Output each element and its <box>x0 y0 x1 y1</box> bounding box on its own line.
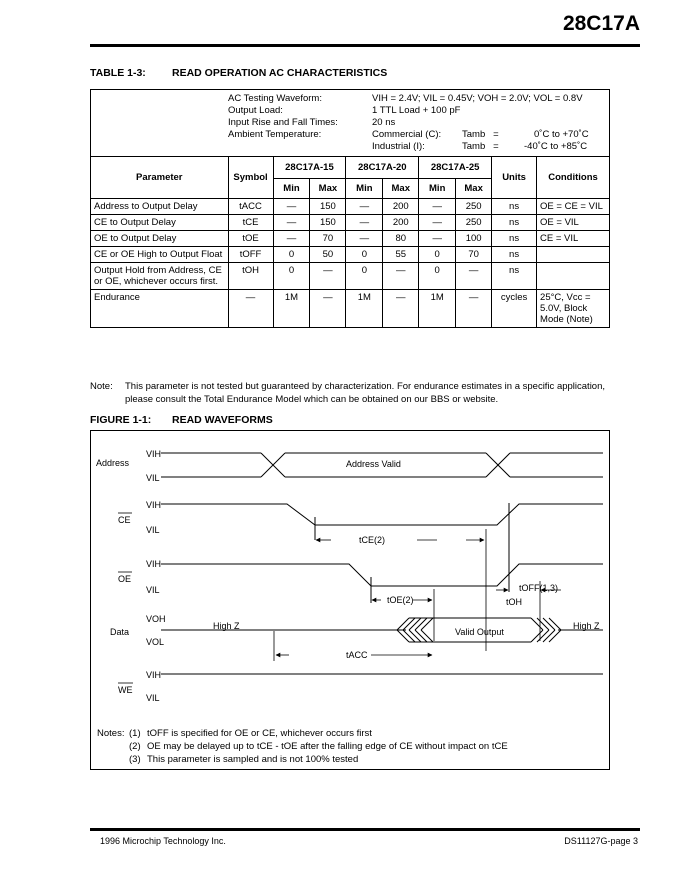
value-cell: — <box>419 215 456 231</box>
param-cell: Endurance <box>91 290 229 328</box>
footer-page-number: DS11127G-page 3 <box>564 836 638 846</box>
param-cell: Address to Output Delay <box>91 199 229 215</box>
table-row <box>91 247 610 263</box>
value-cell: — <box>419 231 456 247</box>
value-cell: — <box>346 231 383 247</box>
temp-commercial: Commercial (C): <box>372 129 442 140</box>
ce-waveform <box>161 503 603 592</box>
level-vil: VIL <box>146 525 160 535</box>
tce-label: tCE(2) <box>359 535 386 545</box>
param-cell: OE to Output Delay <box>91 231 229 247</box>
value-cell: 100 <box>456 231 492 247</box>
toh-label: tOH <box>506 597 523 607</box>
table-row <box>91 290 610 328</box>
value-cell: 0 <box>346 247 383 263</box>
value-cell: — <box>346 215 383 231</box>
symbol-cell: tOH <box>228 263 273 290</box>
symbol-cell: tACC <box>228 199 273 215</box>
value-cell: — <box>273 231 310 247</box>
level-vih: VIH <box>146 670 162 680</box>
header-symbol: Symbol <box>228 157 273 199</box>
read-waveforms-figure <box>90 430 610 770</box>
table-title: READ OPERATION AC CHARACTERISTICS <box>172 67 388 79</box>
units-cell: ns <box>492 199 537 215</box>
units-cell: ns <box>492 247 537 263</box>
value-cell: — <box>456 263 492 290</box>
signal-oe: OE <box>118 574 132 584</box>
rise-label: Input Rise and Fall Times: <box>228 117 338 128</box>
figure-title: READ WAVEFORMS <box>172 414 273 426</box>
header-min: Min <box>346 179 383 199</box>
value-cell: 80 <box>383 231 419 247</box>
value-cell: 1M <box>419 290 456 328</box>
header-conditions: Conditions <box>537 157 610 199</box>
table-note-label: Note: <box>90 381 113 392</box>
header-part-25: 28C17A-25 <box>419 157 492 179</box>
header-parameter: Parameter <box>91 157 229 199</box>
note-number: (3) <box>129 754 141 765</box>
temp-industrial: Industrial (I): <box>372 141 425 152</box>
load-value: 1 TTL Load + 100 pF <box>372 105 461 116</box>
note-text: tOFF is specified for OE or CE, whichever occurs first <box>147 728 372 739</box>
units-cell: ns <box>492 231 537 247</box>
level-vih: VIH <box>146 449 162 459</box>
notes-label: Notes: <box>97 728 125 739</box>
waveform-value: VIH = 2.4V; VIL = 0.45V; VOH = 2.0V; VOL = 0.8V <box>372 93 583 104</box>
conditions-cell: OE = CE = VIL <box>537 199 610 215</box>
table-note-text: This parameter is not tested but guaranteed by characterization. For endurance estimates in a specific application, please consult the Total Endurance Model which can be obtained on our BBS or website. <box>125 381 606 405</box>
level-vil: VIL <box>146 473 160 483</box>
note-number: (2) <box>129 741 141 752</box>
value-cell: — <box>419 199 456 215</box>
conditions-cell: OE = VIL <box>537 215 610 231</box>
signal-ce: CE <box>118 515 131 525</box>
figure-note <box>97 740 508 753</box>
param-cell: CE to Output Delay <box>91 215 229 231</box>
value-cell: 150 <box>310 215 346 231</box>
table-row <box>91 263 610 290</box>
toff-label: tOFF(1,3) <box>519 583 559 593</box>
symbol-cell: tOE <box>228 231 273 247</box>
level-vil: VIL <box>146 585 160 595</box>
symbol-cell: tCE <box>228 215 273 231</box>
header-max: Max <box>456 179 492 199</box>
value-cell: 0 <box>273 263 310 290</box>
value-cell: 200 <box>383 199 419 215</box>
tamb-commercial: Tamb = <box>462 129 499 140</box>
ac-characteristics-table <box>90 89 610 328</box>
commercial-range: 0˚C to +70˚C <box>534 129 589 140</box>
symbol-cell: tOFF <box>228 247 273 263</box>
symbol-cell: — <box>228 290 273 328</box>
value-cell: — <box>383 263 419 290</box>
header-units: Units <box>492 157 537 199</box>
figure-caption <box>90 414 273 426</box>
level-vih: VIH <box>146 559 162 569</box>
test-conditions <box>91 90 610 157</box>
table-label: TABLE 1-3: <box>90 67 146 79</box>
level-voh: VOH <box>146 614 166 624</box>
table-row <box>91 215 610 231</box>
conditions-cell: 25°C, Vcc = 5.0V, Block Mode (Note) <box>537 290 610 328</box>
rise-value: 20 ns <box>372 117 396 128</box>
value-cell: 0 <box>346 263 383 290</box>
value-cell: — <box>310 263 346 290</box>
figure-note <box>97 727 508 740</box>
value-cell: 55 <box>383 247 419 263</box>
signal-data: Data <box>110 627 130 637</box>
level-vil: VIL <box>146 693 160 703</box>
value-cell: 70 <box>456 247 492 263</box>
figure-label: FIGURE 1-1: <box>90 414 152 426</box>
address-valid-label: Address Valid <box>346 459 401 469</box>
note-text: OE may be delayed up to tCE - tOE after the falling edge of CE without impact on tCE <box>147 741 508 752</box>
value-cell: 70 <box>310 231 346 247</box>
value-cell: — <box>346 199 383 215</box>
figure-notes <box>97 727 508 766</box>
units-cell: cycles <box>492 290 537 328</box>
waveform-label: AC Testing Waveform: <box>228 93 322 104</box>
units-cell: ns <box>492 215 537 231</box>
figure-note <box>97 753 508 766</box>
param-cell: CE or OE High to Output Float <box>91 247 229 263</box>
header-rule <box>90 44 640 47</box>
note-number: (1) <box>129 728 141 739</box>
value-cell: — <box>273 199 310 215</box>
value-cell: 1M <box>346 290 383 328</box>
value-cell: — <box>383 290 419 328</box>
header-max: Max <box>383 179 419 199</box>
level-vih: VIH <box>146 500 162 510</box>
signal-we: WE <box>118 685 133 695</box>
toe-label: tOE(2) <box>387 595 414 605</box>
value-cell: 200 <box>383 215 419 231</box>
industrial-range: -40˚C to +85˚C <box>524 141 588 152</box>
value-cell: 0 <box>419 263 456 290</box>
value-cell: — <box>310 290 346 328</box>
load-label: Output Load: <box>228 105 283 116</box>
table-caption <box>90 67 387 79</box>
header-max: Max <box>310 179 346 199</box>
value-cell: 250 <box>456 215 492 231</box>
tamb-industrial: Tamb = <box>462 141 499 152</box>
tacc-label: tACC <box>346 650 368 660</box>
footer-copyright: 1996 Microchip Technology Inc. <box>100 836 226 846</box>
conditions-cell <box>537 247 610 263</box>
value-cell: — <box>273 215 310 231</box>
footer-rule <box>90 828 640 831</box>
value-cell: 50 <box>310 247 346 263</box>
param-cell: Output Hold from Address, CE or OE, whichever occurs first. <box>91 263 229 290</box>
level-vol: VOL <box>146 637 165 647</box>
header-min: Min <box>419 179 456 199</box>
units-cell: ns <box>492 263 537 290</box>
conditions-cell <box>537 263 610 290</box>
value-cell: 0 <box>419 247 456 263</box>
table-row <box>91 199 610 215</box>
value-cell: — <box>456 290 492 328</box>
value-cell: 0 <box>273 247 310 263</box>
value-cell: 150 <box>310 199 346 215</box>
temp-label: Ambient Temperature: <box>228 129 322 140</box>
signal-address: Address <box>96 458 130 468</box>
high-z-left-label: High Z <box>213 621 240 631</box>
note-text: This parameter is sampled and is not 100% tested <box>147 754 359 765</box>
table-note <box>90 380 610 406</box>
conditions-cell: CE = VIL <box>537 231 610 247</box>
page-header-title: 28C17A <box>562 12 640 35</box>
value-cell: 250 <box>456 199 492 215</box>
high-z-right-label: High Z <box>573 621 600 631</box>
table-row <box>91 231 610 247</box>
waveform-diagram <box>91 431 609 769</box>
valid-output-label: Valid Output <box>455 627 504 637</box>
header-part-15: 28C17A-15 <box>273 157 346 179</box>
value-cell: 1M <box>273 290 310 328</box>
header-part-20: 28C17A-20 <box>346 157 419 179</box>
header-min: Min <box>273 179 310 199</box>
